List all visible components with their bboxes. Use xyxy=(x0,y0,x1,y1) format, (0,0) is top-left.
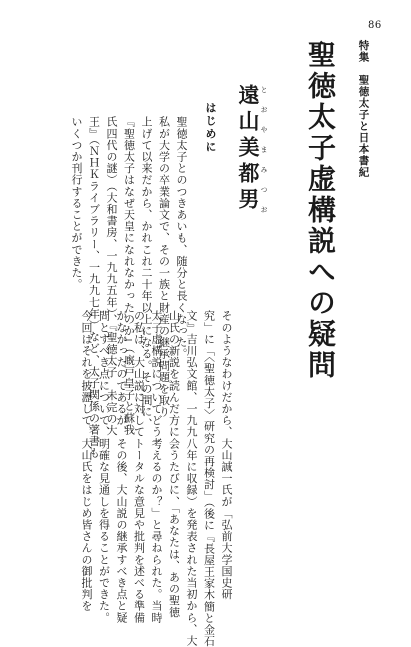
page-number: 86 xyxy=(368,20,382,31)
text-line: がなかったのであるが、その後、大山説の継承すべき点と疑 xyxy=(115,310,128,624)
text-line: 王』（ＮＨＫライブラリー、一九九七年）など、太子関係の著書も xyxy=(87,116,101,459)
text-line: 太子虚構説についてどう考えるのか？」と尋ねられた。当時 xyxy=(150,310,163,624)
text-line: 究」に「〈聖徳太子〉研究の再検討」（後に『長屋王家木簡と金石 xyxy=(202,310,216,647)
feature-label: 特集 聖徳太子と日本書紀 xyxy=(357,40,370,178)
section-heading: はじめに xyxy=(204,102,217,154)
text-line: いくつか刊行することができた。 xyxy=(70,116,83,290)
text-line: そのようなわけだから、大山誠一氏が「弘前大学国史研 xyxy=(220,310,233,600)
body-paragraph xyxy=(50,310,235,647)
article-title: 聖徳太子虚構説への疑問 xyxy=(304,40,337,381)
text-line: 私が大学の卒業論文で、その一族と財産の継承問題を取り xyxy=(157,116,171,418)
text-line: 今回はそれを披瀝して、大山氏をはじめ皆さんの御批判を xyxy=(80,310,93,612)
text-line: 問とすべき点について、明確な見通しを得ることができた。 xyxy=(97,310,111,624)
text-line: 上げて以来だから、かれこれ二十年以上になる。その間に、 xyxy=(140,116,153,430)
text-line: 『聖徳太子はなぜ天皇になれなかったのか』（廐戸皇子と蘇我 xyxy=(122,116,136,436)
text-line: 山氏の新説を読んだ方に会うたびに、「あなたは、あの聖徳 xyxy=(167,310,181,618)
text-line: 氏四代の謎）（大和書房、一九九五年）、『聖徳太子 未完の大 xyxy=(105,116,118,436)
author-name: 遠山美都男 xyxy=(236,84,261,214)
author-ruby: とおやまみつお xyxy=(260,86,268,226)
text-line: の私は、大山説に対してトータルな意見や批判を述べる準備 xyxy=(132,310,146,624)
text-line: 聖徳太子とのつきあいも、随分と長くなった。 xyxy=(175,116,188,360)
text-line: 文』吉川弘文館、一九九八年に収録）を発表された当初から、大 xyxy=(185,310,198,647)
